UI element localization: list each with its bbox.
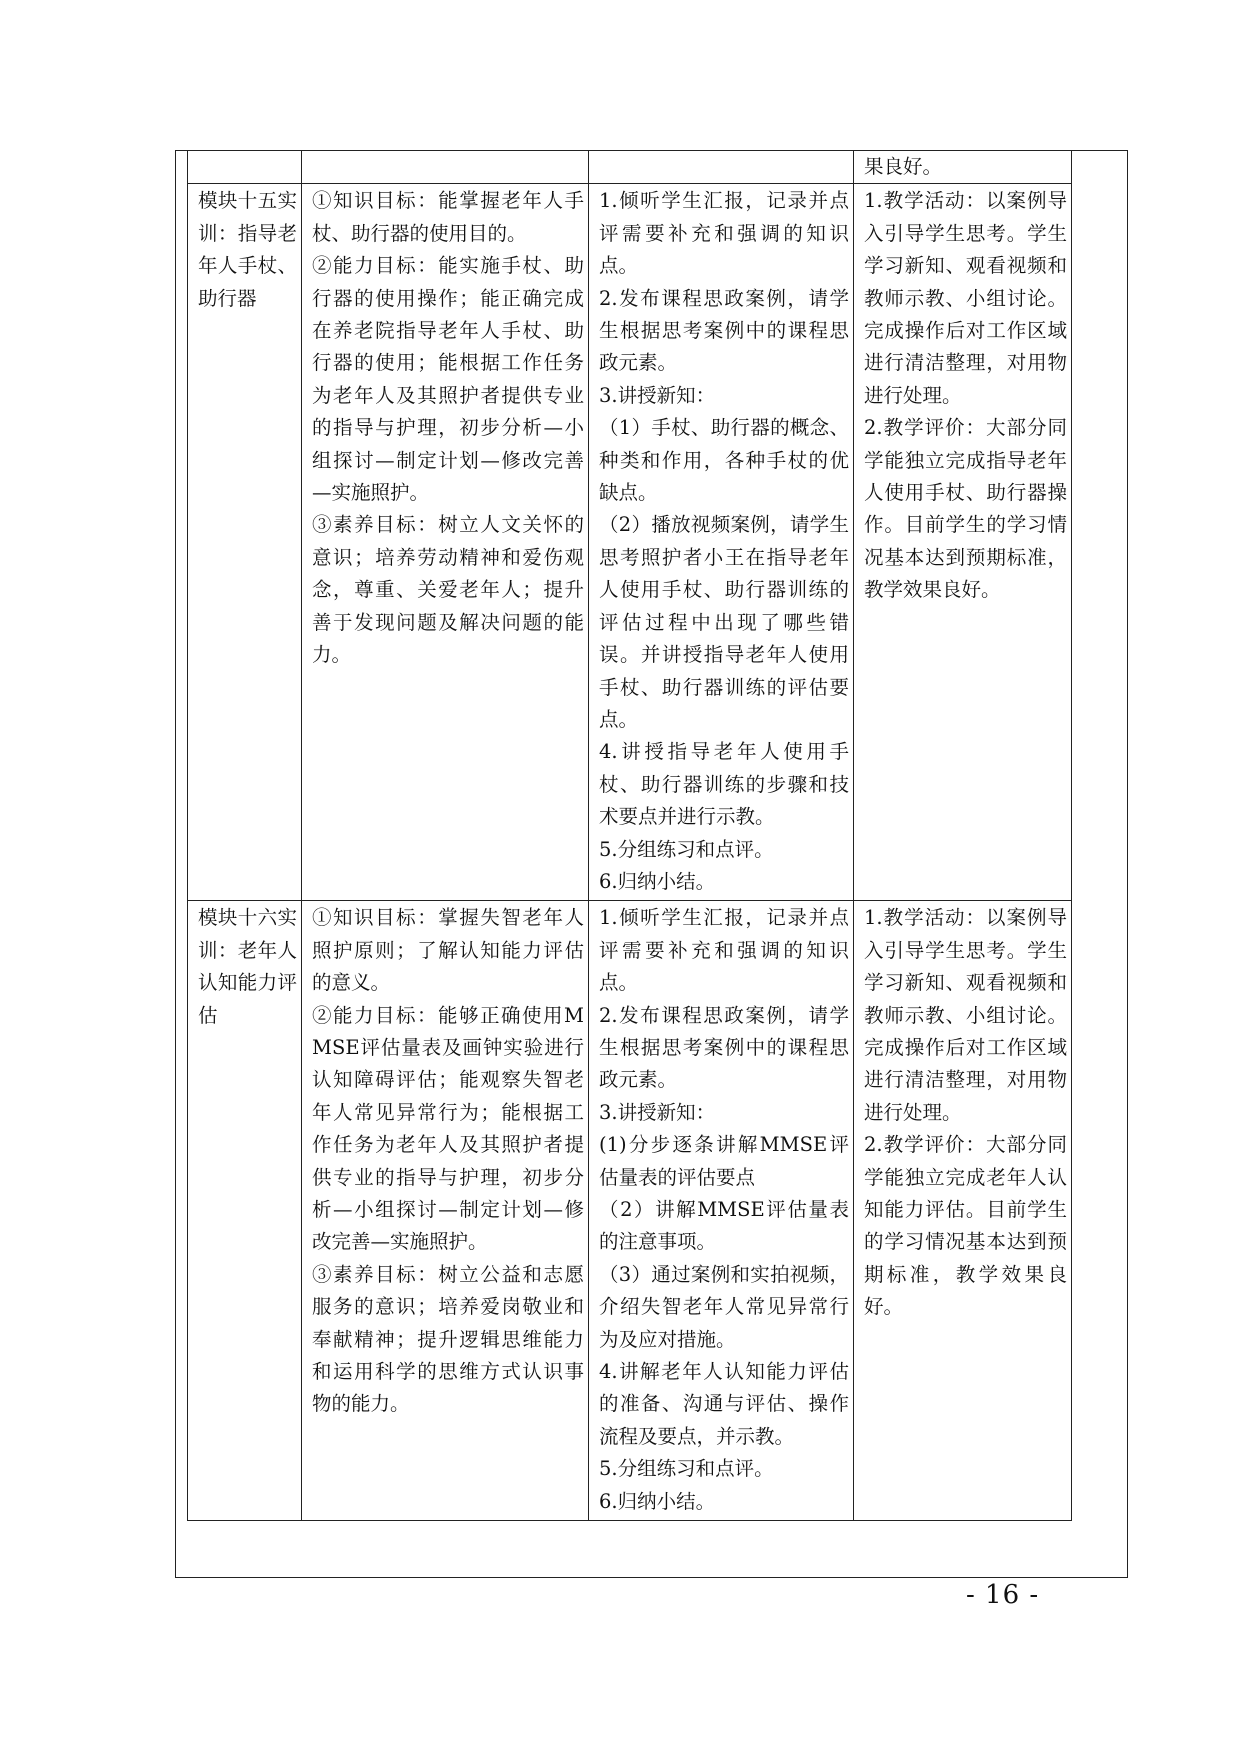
- ability-goal: ②能力目标：能够正确使用MMSE评估量表及画钟实验进行认知障碍评估；能观察失智老年人常见异常行为；能根据工作任务为老年人及其照护者提供专业的指导与护理，初步分析—小组探讨—制定计划—修改完善—实施照护。: [312, 1003, 584, 1254]
- knowledge-goal: ①知识目标：掌握失智老年人照护原则；了解认知能力评估的意义。: [312, 906, 584, 995]
- process-step: 5.分组练习和点评。: [599, 837, 774, 861]
- module-name-cell: [188, 901, 302, 1521]
- process-step: 6.归纳小结。: [599, 1489, 716, 1513]
- teaching-plan-table: [187, 150, 1072, 1521]
- process-step: （1）手杖、助行器的概念、种类和作用，各种手杖的优缺点。: [599, 416, 849, 505]
- process-step: （2）播放视频案例，请学生思考照护者小王在指导老年人使用手杖、助行器训练的评估过程中出现了哪些错误。并讲授指导老年人使用手杖、助行器训练的评估要点。: [599, 513, 849, 731]
- process-step: 4.讲解老年人认知能力评估的准备、沟通与评估、操作流程及要点，并示教。: [599, 1360, 849, 1448]
- module-name: 模块十六实训：老年人认知能力评估: [198, 906, 297, 1027]
- ability-goal: ②能力目标：能实施手杖、助行器的使用操作；能正确完成在养老院指导老年人手杖、助行器的使用；能根据工作任务为老年人及其照护者提供专业的指导与护理，初步分析—小组探讨—制定计划—修改完善—实施照护。: [312, 254, 584, 505]
- process-step: 6.归纳小结。: [599, 869, 716, 893]
- page-number: - 16 -: [966, 1580, 1040, 1610]
- teaching-evaluation: 2.教学评价：大部分同学能独立完成指导老年人使用手杖、助行器操作。目前学生的学习情况基本达到预期标准，教学效果良好。: [864, 416, 1067, 602]
- process-cell: [589, 901, 854, 1521]
- evaluation-cell-tail: [854, 151, 1072, 184]
- evaluation-cell: [854, 184, 1072, 901]
- table-row-module-16: [188, 901, 1072, 1521]
- evaluation-cell: [854, 901, 1072, 1521]
- process-step: 3.讲授新知：: [599, 383, 716, 407]
- process-step: (1)分步逐条讲解MMSE评估量表的评估要点: [599, 1133, 849, 1189]
- process-step: （3）通过案例和实拍视频，介绍失智老年人常见异常行为及应对措施。: [599, 1262, 849, 1351]
- table-row-continued: [188, 151, 1072, 184]
- evaluation-tail-text: 果良好。: [864, 155, 943, 178]
- process-step: 2.发布课程思政案例，请学生根据思考案例中的课程思政元素。: [599, 1003, 849, 1092]
- quality-goal: ③素养目标：树立公益和志愿服务的意识；培养爱岗敬业和奉献精神；提升逻辑思维能力和运用科学的思维方式认识事物的能力。: [312, 1262, 584, 1416]
- teaching-activity: 1.教学活动：以案例导入引导学生思考。学生学习新知、观看视频和教师示教、小组讨论。完成操作后对工作区域进行清洁整理，对用物进行处理。: [864, 906, 1067, 1124]
- process-step: 1.倾听学生汇报，记录并点评需要补充和强调的知识点。: [599, 906, 849, 995]
- goals-cell-empty: [302, 151, 589, 184]
- module-name-cell: [188, 184, 302, 901]
- process-cell-empty: [589, 151, 854, 184]
- process-step: 1.倾听学生汇报，记录并点评需要补充和强调的知识点。: [599, 189, 849, 278]
- module-name: 模块十五实训：指导老年人手杖、助行器: [198, 189, 297, 310]
- process-step: 3.讲授新知：: [599, 1100, 716, 1124]
- process-cell: [589, 184, 854, 901]
- process-step: （2）讲解MMSE评估量表的注意事项。: [599, 1198, 849, 1254]
- module-cell-empty: [188, 151, 302, 184]
- table-row-module-15: [188, 184, 1072, 901]
- process-step: 2.发布课程思政案例，请学生根据思考案例中的课程思政元素。: [599, 286, 849, 375]
- goals-cell: [302, 184, 589, 901]
- process-step: 5.分组练习和点评。: [599, 1457, 774, 1481]
- knowledge-goal: ①知识目标：能掌握老年人手杖、助行器的使用目的。: [312, 189, 584, 245]
- goals-cell: [302, 901, 589, 1521]
- teaching-evaluation: 2.教学评价：大部分同学能独立完成老年人认知能力评估。目前学生的学习情况基本达到预期标准，教学效果良好。: [864, 1133, 1067, 1319]
- quality-goal: ③素养目标：树立人文关怀的意识；培养劳动精神和爱伤观念，尊重、关爱老年人；提升善于发现问题及解决问题的能力。: [312, 513, 584, 667]
- process-step: 4.讲授指导老年人使用手杖、助行器训练的步骤和技术要点并进行示教。: [599, 740, 849, 829]
- teaching-activity: 1.教学活动：以案例导入引导学生思考。学生学习新知、观看视频和教师示教、小组讨论。完成操作后对工作区域进行清洁整理，对用物进行处理。: [864, 189, 1067, 407]
